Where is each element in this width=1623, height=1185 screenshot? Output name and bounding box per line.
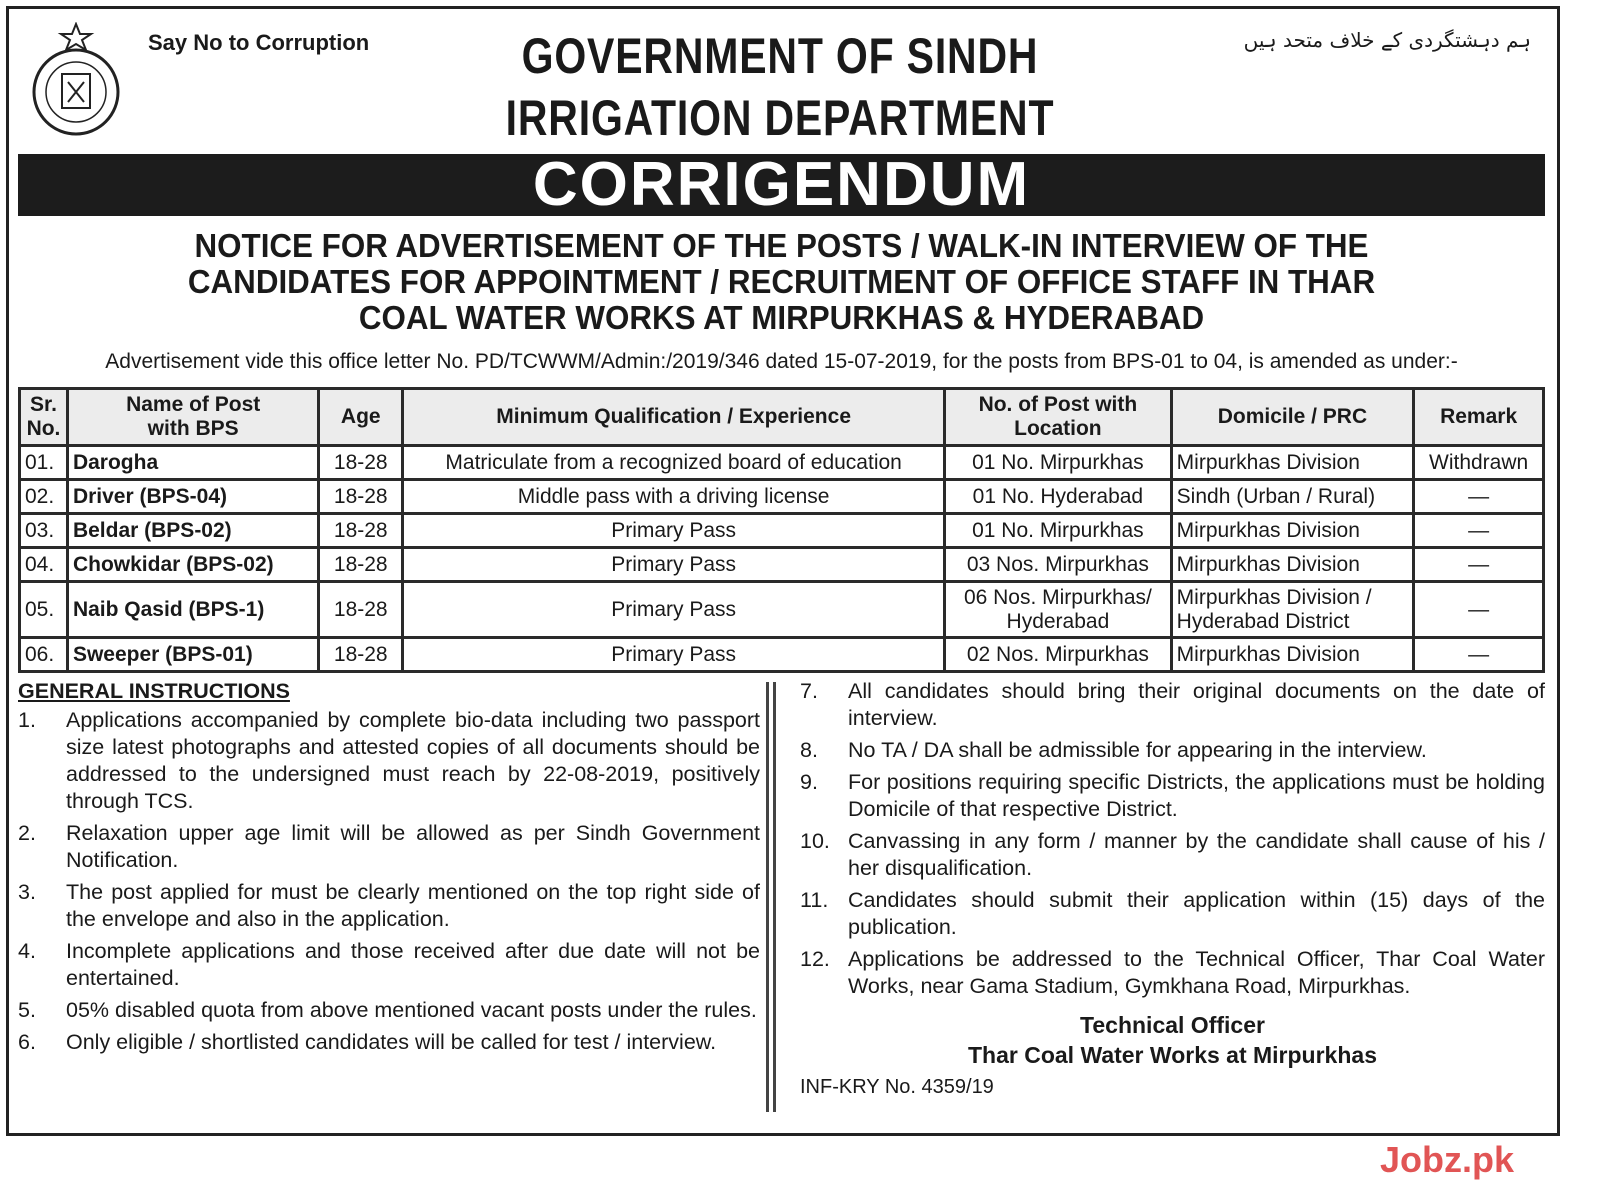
notice-line: NOTICE FOR ADVERTISEMENT OF THE POSTS / WALK-IN INTERVIEW OF THE bbox=[194, 227, 1369, 264]
cell-domicile: Mirpurkhas Division / Hyderabad District bbox=[1171, 582, 1414, 638]
cell-qualification: Primary Pass bbox=[403, 514, 945, 548]
cell-posts-location: 06 Nos. Mirpurkhas/ Hyderabad bbox=[945, 582, 1172, 638]
signatory-title: Technical Officer bbox=[1080, 1012, 1265, 1038]
cell-qualification: Matriculate from a recognized board of education bbox=[403, 446, 945, 480]
cell-qualification: Primary Pass bbox=[403, 548, 945, 582]
cell-age: 18-28 bbox=[319, 480, 403, 514]
cell-domicile: Sindh (Urban / Rural) bbox=[1171, 480, 1414, 514]
instruction-text: The post applied for must be clearly mentioned on the top right side of the envelope and also in the application. bbox=[66, 880, 760, 931]
instruction-number: 10. bbox=[800, 829, 830, 853]
cell-qualification: Primary Pass bbox=[403, 582, 945, 638]
corrigendum-banner: CORRIGENDUM bbox=[18, 154, 1545, 216]
notice-heading bbox=[18, 228, 1545, 336]
instruction-item bbox=[800, 946, 1545, 1000]
cell-domicile: Mirpurkhas Division bbox=[1171, 638, 1414, 672]
instruction-text: Incomplete applications and those received after due date will not be entertained. bbox=[66, 939, 760, 990]
cell-remark: Withdrawn bbox=[1414, 446, 1544, 480]
instruction-text: Only eligible / shortlisted candidates will be called for test / interview. bbox=[66, 1030, 717, 1054]
sindh-government-emblem-icon bbox=[26, 22, 126, 137]
instruction-item bbox=[18, 997, 760, 1024]
cell-post-name: Darogha bbox=[67, 446, 318, 480]
table-row bbox=[20, 480, 1544, 514]
cell-domicile: Mirpurkhas Division bbox=[1171, 514, 1414, 548]
instruction-text: Canvassing in any form / manner by the candidate shall cause of his / her disqualification. bbox=[848, 829, 1545, 880]
government-title: GOVERNMENT OF SINDH bbox=[521, 28, 1039, 84]
department-title: IRRIGATION DEPARTMENT bbox=[505, 90, 1055, 146]
cell-post-name: Sweeper (BPS-01) bbox=[67, 638, 318, 672]
cell-posts-location: 01 No. Mirpurkhas bbox=[945, 446, 1172, 480]
instruction-number: 11. bbox=[800, 888, 829, 912]
instruction-number: 7. bbox=[800, 679, 818, 703]
notice-line: CANDIDATES FOR APPOINTMENT / RECRUITMENT OF OFFICE STAFF IN THAR bbox=[187, 263, 1376, 300]
cell-sr-no: 04. bbox=[20, 548, 68, 582]
instruction-item bbox=[18, 820, 760, 874]
instructions-heading: GENERAL INSTRUCTIONS bbox=[18, 679, 290, 703]
instruction-number: 12. bbox=[800, 947, 830, 971]
cell-sr-no: 03. bbox=[20, 514, 68, 548]
table-row bbox=[20, 514, 1544, 548]
signature-block bbox=[800, 1010, 1545, 1070]
instruction-item bbox=[18, 707, 760, 815]
table-header-row bbox=[20, 389, 1544, 446]
cell-age: 18-28 bbox=[319, 514, 403, 548]
instructions-left-column bbox=[18, 678, 760, 1061]
instruction-text: Applications be addressed to the Technical Officer, Thar Coal Water Works, near Gama Stadium, Gymkhana Road, Mirpurkhas. bbox=[848, 947, 1545, 998]
cell-posts-location: 01 No. Hyderabad bbox=[945, 480, 1172, 514]
cell-remark: — bbox=[1414, 582, 1544, 638]
cell-posts-location: 03 Nos. Mirpurkhas bbox=[945, 548, 1172, 582]
cell-sr-no: 02. bbox=[20, 480, 68, 514]
table-row bbox=[20, 582, 1544, 638]
column-divider bbox=[766, 682, 776, 1112]
cell-age: 18-28 bbox=[319, 638, 403, 672]
posts-table bbox=[18, 387, 1545, 673]
instruction-number: 5. bbox=[18, 998, 36, 1022]
instruction-item bbox=[18, 938, 760, 992]
instruction-text: No TA / DA shall be admissible for appearing in the interview. bbox=[848, 738, 1427, 762]
header-posts-location: No. of Post with Location bbox=[945, 389, 1172, 446]
header-age: Age bbox=[319, 389, 403, 446]
cell-remark: — bbox=[1414, 514, 1544, 548]
table-row bbox=[20, 548, 1544, 582]
instruction-item bbox=[800, 678, 1545, 732]
cell-remark: — bbox=[1414, 480, 1544, 514]
cell-sr-no: 01. bbox=[20, 446, 68, 480]
cell-posts-location: 01 No. Mirpurkhas bbox=[945, 514, 1172, 548]
instruction-item bbox=[800, 828, 1545, 882]
cell-posts-location: 02 Nos. Mirpurkhas bbox=[945, 638, 1172, 672]
instruction-text: 05% disabled quota from above mentioned vacant posts under the rules. bbox=[66, 998, 757, 1022]
instruction-number: 9. bbox=[800, 770, 818, 794]
cell-qualification: Primary Pass bbox=[403, 638, 945, 672]
instruction-text: For positions requiring specific Districts, the applications must be holding Domicile of that respective District. bbox=[848, 770, 1545, 821]
signatory-organization: Thar Coal Water Works at Mirpurkhas bbox=[968, 1042, 1377, 1068]
instruction-number: 6. bbox=[18, 1030, 36, 1054]
instruction-number: 8. bbox=[800, 738, 818, 762]
advertisement-reference: Advertisement vide this office letter No. PD/TCWWM/Admin:/2019/346 dated 15-07-2019, for the posts from BPS-01 to 04, is amended as under:- bbox=[105, 350, 1458, 373]
instruction-item bbox=[800, 769, 1545, 823]
cell-age: 18-28 bbox=[319, 582, 403, 638]
instruction-item bbox=[800, 887, 1545, 941]
cell-domicile: Mirpurkhas Division bbox=[1171, 446, 1414, 480]
instruction-text: Relaxation upper age limit will be allowed as per Sindh Government Notification. bbox=[66, 821, 760, 872]
table-row bbox=[20, 446, 1544, 480]
notice-line: COAL WATER WORKS AT MIRPURKHAS & HYDERABAD bbox=[358, 299, 1205, 336]
inf-reference: INF-KRY No. 4359/19 bbox=[800, 1076, 994, 1098]
cell-post-name: Chowkidar (BPS-02) bbox=[67, 548, 318, 582]
cell-age: 18-28 bbox=[319, 446, 403, 480]
watermark: Jobz.pk bbox=[1380, 1139, 1515, 1180]
cell-domicile: Mirpurkhas Division bbox=[1171, 548, 1414, 582]
instruction-number: 1. bbox=[18, 708, 36, 732]
header-remark: Remark bbox=[1414, 389, 1544, 446]
instruction-item bbox=[800, 737, 1545, 764]
instructions-right-column bbox=[800, 678, 1545, 1101]
instruction-number: 4. bbox=[18, 939, 36, 963]
cell-remark: — bbox=[1414, 638, 1544, 672]
instruction-item bbox=[18, 879, 760, 933]
cell-remark: — bbox=[1414, 548, 1544, 582]
header-qualification: Minimum Qualification / Experience bbox=[403, 389, 945, 446]
urdu-slogan: ہم دہشتگردی کے خلاف متحد ہیں bbox=[1243, 28, 1531, 52]
cell-sr-no: 05. bbox=[20, 582, 68, 638]
instruction-text: Applications accompanied by complete bio-data including two passport size latest photographs and attested copies of all documents should be addressed to the undersigned must reach by 22-08-2019, positively through TCS. bbox=[66, 708, 760, 813]
instruction-text: Candidates should submit their application within (15) days of the publication. bbox=[848, 888, 1545, 939]
header-sr-no: Sr. No. bbox=[20, 389, 68, 446]
cell-post-name: Beldar (BPS-02) bbox=[67, 514, 318, 548]
cell-age: 18-28 bbox=[319, 548, 403, 582]
header-post-name: Name of Post with BPS bbox=[67, 389, 318, 446]
instruction-text: All candidates should bring their original documents on the date of interview. bbox=[848, 679, 1545, 730]
table-row bbox=[20, 638, 1544, 672]
instruction-number: 2. bbox=[18, 821, 36, 845]
cell-sr-no: 06. bbox=[20, 638, 68, 672]
cell-post-name: Naib Qasid (BPS-1) bbox=[67, 582, 318, 638]
slogan: Say No to Corruption bbox=[148, 30, 370, 55]
cell-qualification: Middle pass with a driving license bbox=[403, 480, 945, 514]
instruction-item bbox=[18, 1029, 760, 1056]
cell-post-name: Driver (BPS-04) bbox=[67, 480, 318, 514]
instruction-number: 3. bbox=[18, 880, 36, 904]
header-domicile: Domicile / PRC bbox=[1171, 389, 1414, 446]
